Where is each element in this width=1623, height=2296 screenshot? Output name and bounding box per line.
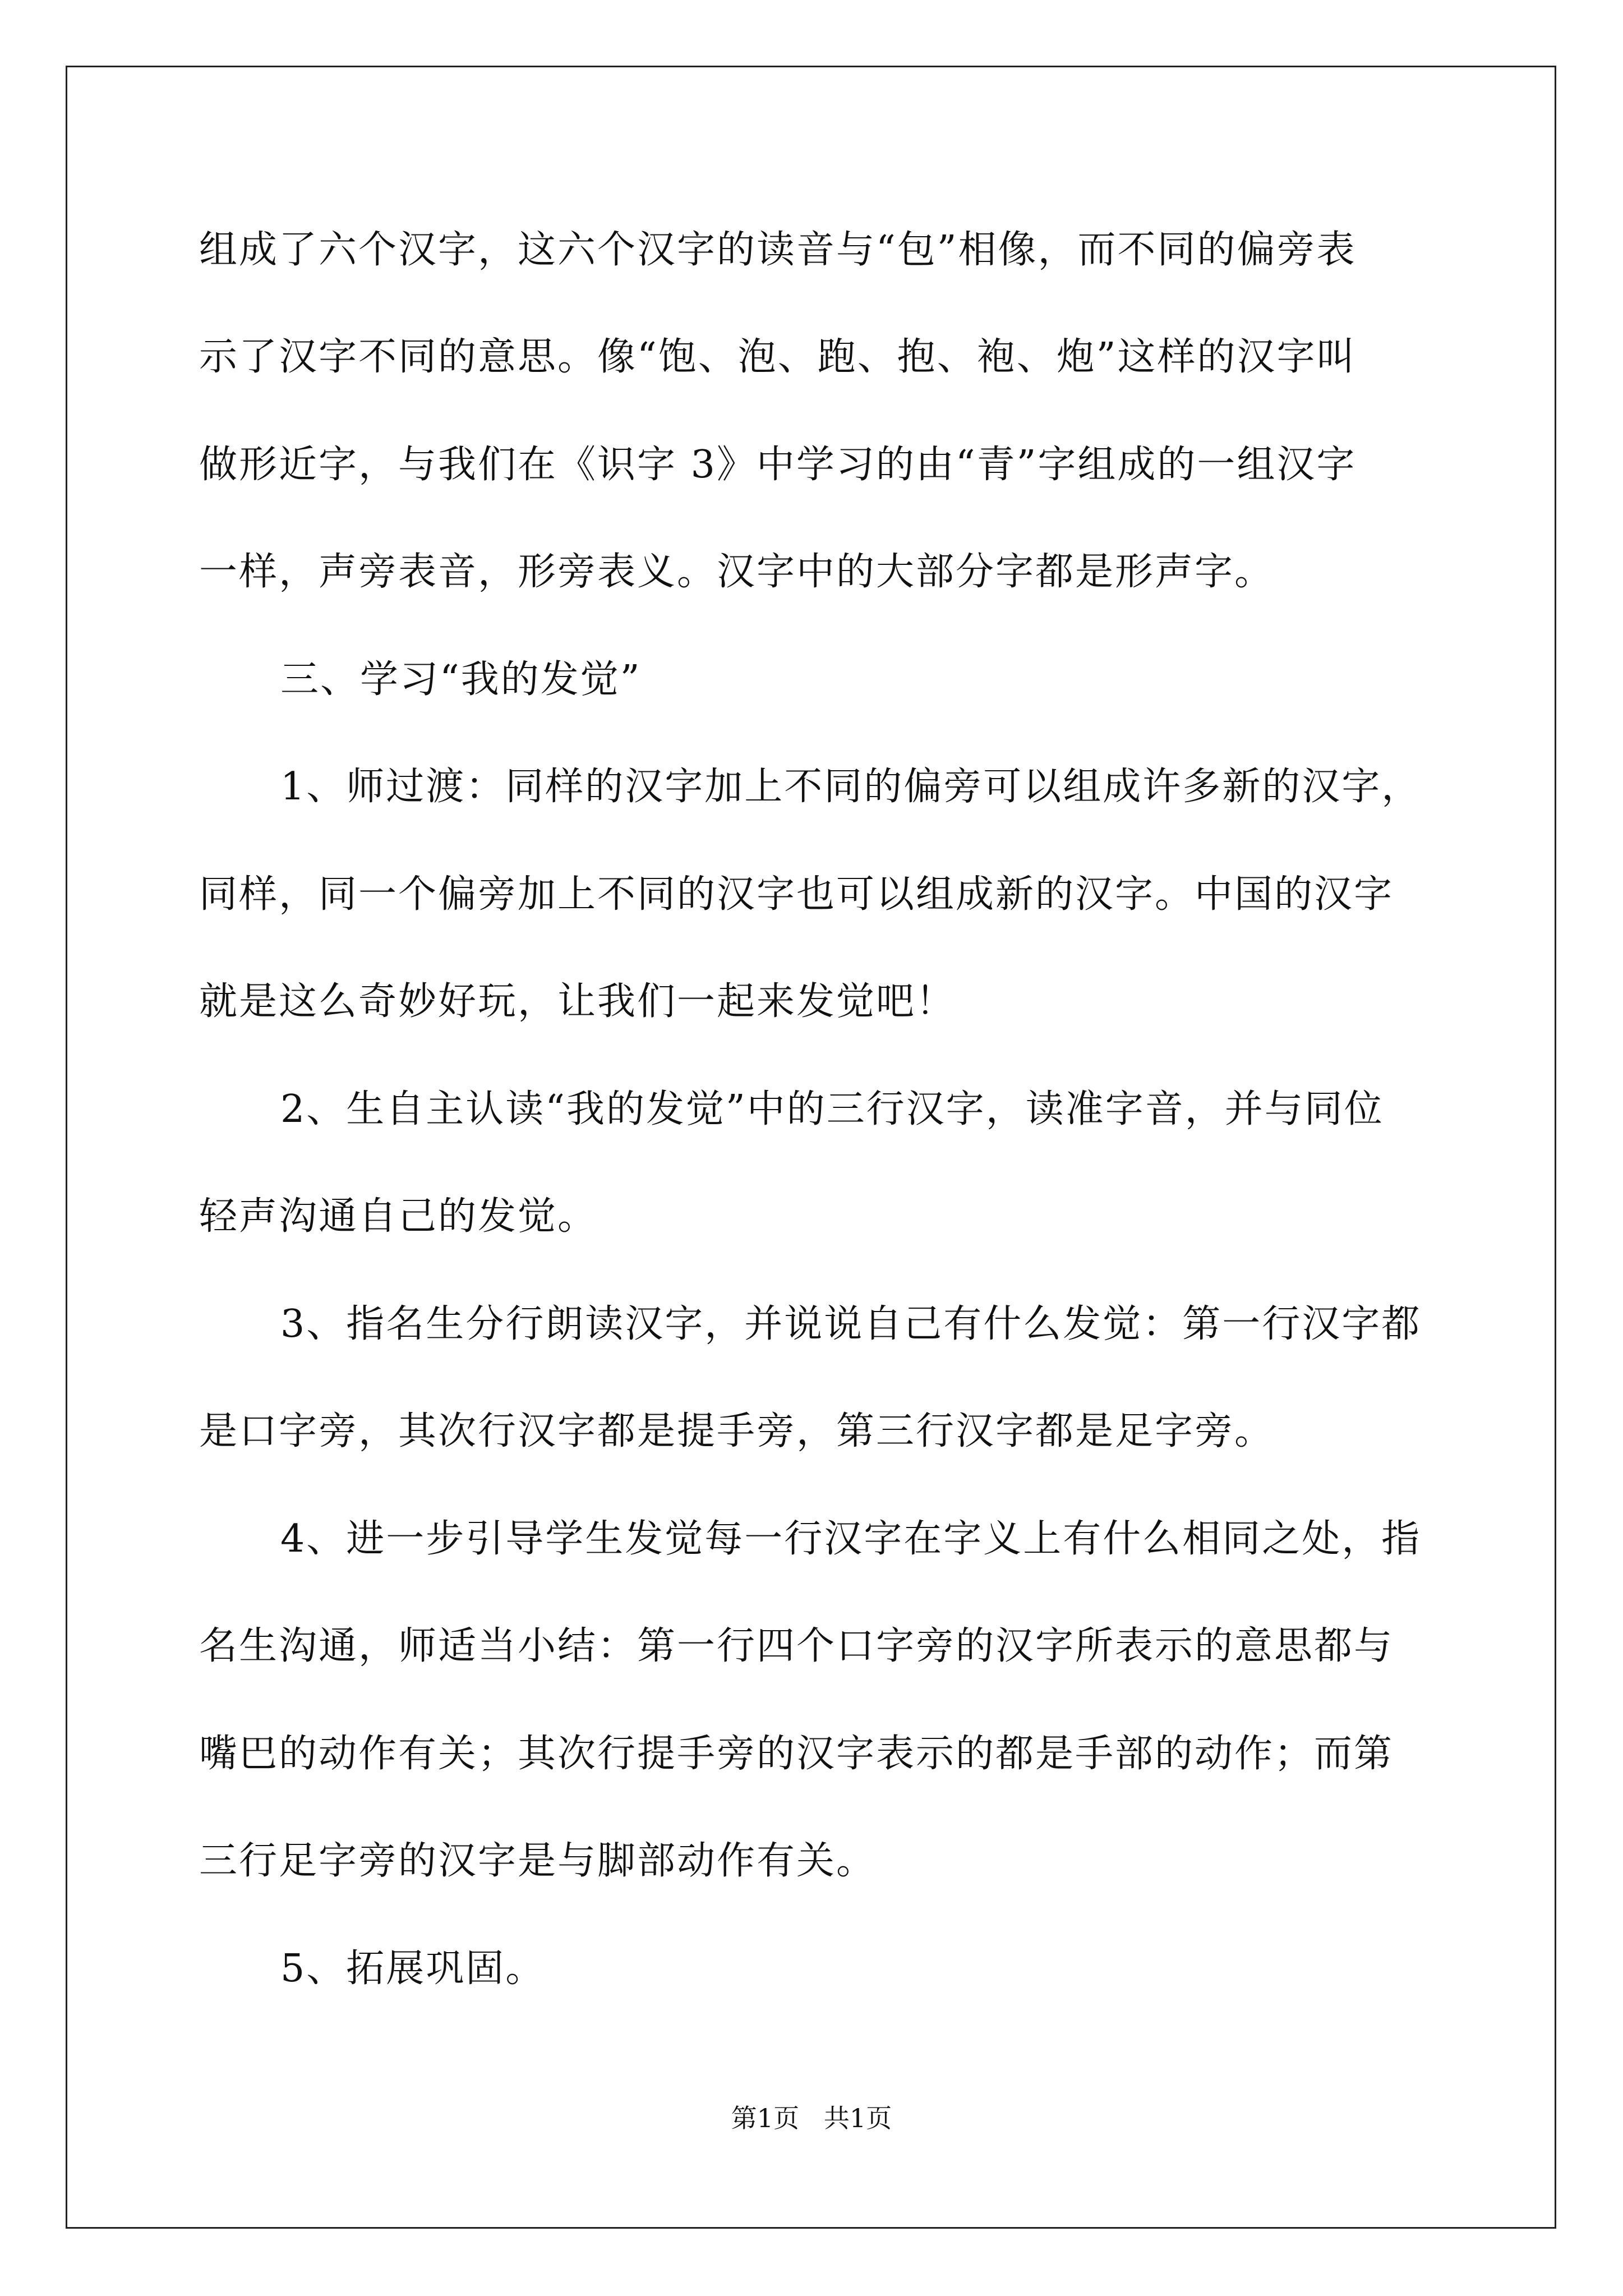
paragraph-line: 名生沟通，师适当小结：第一行四个口字旁的汉字所表示的意思都与 [199,1624,1394,1668]
section-heading: 三、学习“我的发觉” [280,657,642,702]
paragraph-line: 一样，声旁表音，形旁表义。汉字中的大部分字都是形声字。 [199,550,1275,594]
paragraph-line: 嘴巴的动作有关；其次行提手旁的汉字表示的都是手部的动作；而第 [199,1732,1394,1776]
page-border [66,66,1556,2229]
paragraph-line: 示了汉字不同的意思。像“饱、泡、跑、抱、袍、炮”这样的汉字叫 [199,335,1357,379]
paragraph-line: 就是这么奇妙好玩，让我们一起来发觉吧！ [199,979,956,1024]
paragraph-line: 3、指名生分行朗读汉字，并说说自己有什么发觉：第一行汉字都 [280,1302,1422,1346]
paragraph-line: 2、生自主认读“我的发觉”中的三行汉字，读准字音，并与同位 [280,1087,1384,1131]
paragraph-line: 5、拓展巩固。 [280,1947,546,1991]
paragraph-line: 轻声沟通自己的发觉。 [199,1194,598,1239]
paragraph-line: 是口字旁，其次行汉字都是提手旁，第三行汉字都是足字旁。 [199,1409,1275,1453]
paragraph-line: 1、师过渡：同样的汉字加上不同的偏旁可以组成许多新的汉字， [280,765,1422,809]
paragraph-line: 做形近字，与我们在《识字 3》中学习的由“青”字组成的一组汉字 [199,443,1357,487]
paragraph-line: 4、进一步引导学生发觉每一行汉字在字义上有什么相同之处，指 [280,1517,1422,1561]
paragraph-line: 组成了六个汉字，这六个汉字的读音与“包”相像，而不同的偏旁表 [199,228,1357,272]
page-footer: 第1页 共1页 [731,2103,892,2133]
paragraph-line: 同样，同一个偏旁加上不同的汉字也可以组成新的汉字。中国的汉字 [199,872,1394,917]
paragraph-line: 三行足字旁的汉字是与脚部动作有关。 [199,1839,877,1883]
